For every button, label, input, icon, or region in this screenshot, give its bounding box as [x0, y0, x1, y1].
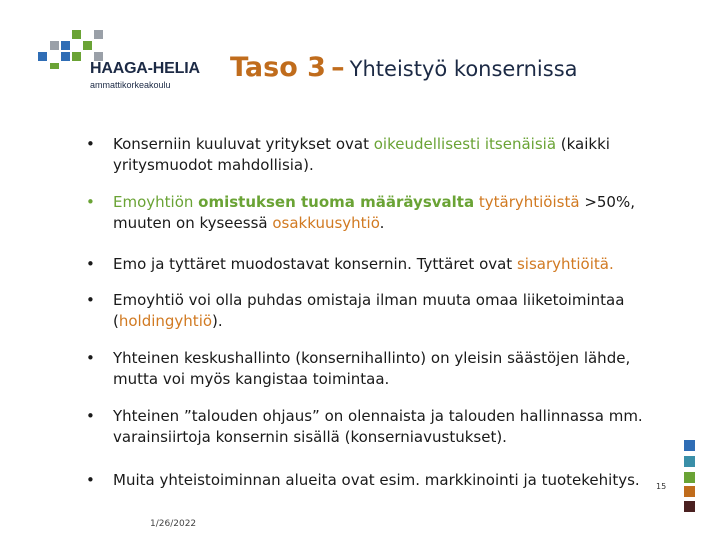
bullet-dot: • [86, 407, 95, 425]
logo-name: HAAGA-HELIA [90, 60, 200, 77]
bullet-dot: • [86, 291, 95, 309]
title-dash: – [331, 52, 345, 83]
highlight: sisaryhtiöitä. [516, 255, 614, 273]
bullet-dot: • [86, 193, 95, 211]
slide-title [230, 52, 578, 83]
decor-square-dark [684, 501, 695, 512]
highlight: holdingyhtiö [118, 312, 213, 330]
decor-square-teal [684, 456, 695, 467]
bullet-dot: • [86, 349, 95, 367]
decor-square-blue [684, 440, 695, 451]
title-main: Taso 3 [230, 52, 326, 83]
decor-square-orange [684, 486, 695, 497]
logo-subtitle: ammattikorkeakoulu [90, 80, 171, 90]
highlight: tytäryhtiöistä [478, 193, 580, 211]
footer-date: 1/26/2022 [150, 519, 197, 529]
decor-square-green [684, 472, 695, 483]
bullet-dot: • [86, 255, 95, 273]
highlight: omistuksen tuoma määräysvalta [198, 193, 475, 211]
haaga-helia-logo [38, 30, 208, 100]
bullet-dot: • [86, 471, 95, 489]
bullet-dot: • [86, 135, 95, 153]
highlight: oikeudellisesti itsenäisiä [373, 135, 557, 153]
page-number: 15 [656, 482, 667, 491]
title-subtitle: Yhteistyö konsernissa [349, 57, 578, 81]
highlight: osakkuusyhtiö [272, 214, 380, 232]
